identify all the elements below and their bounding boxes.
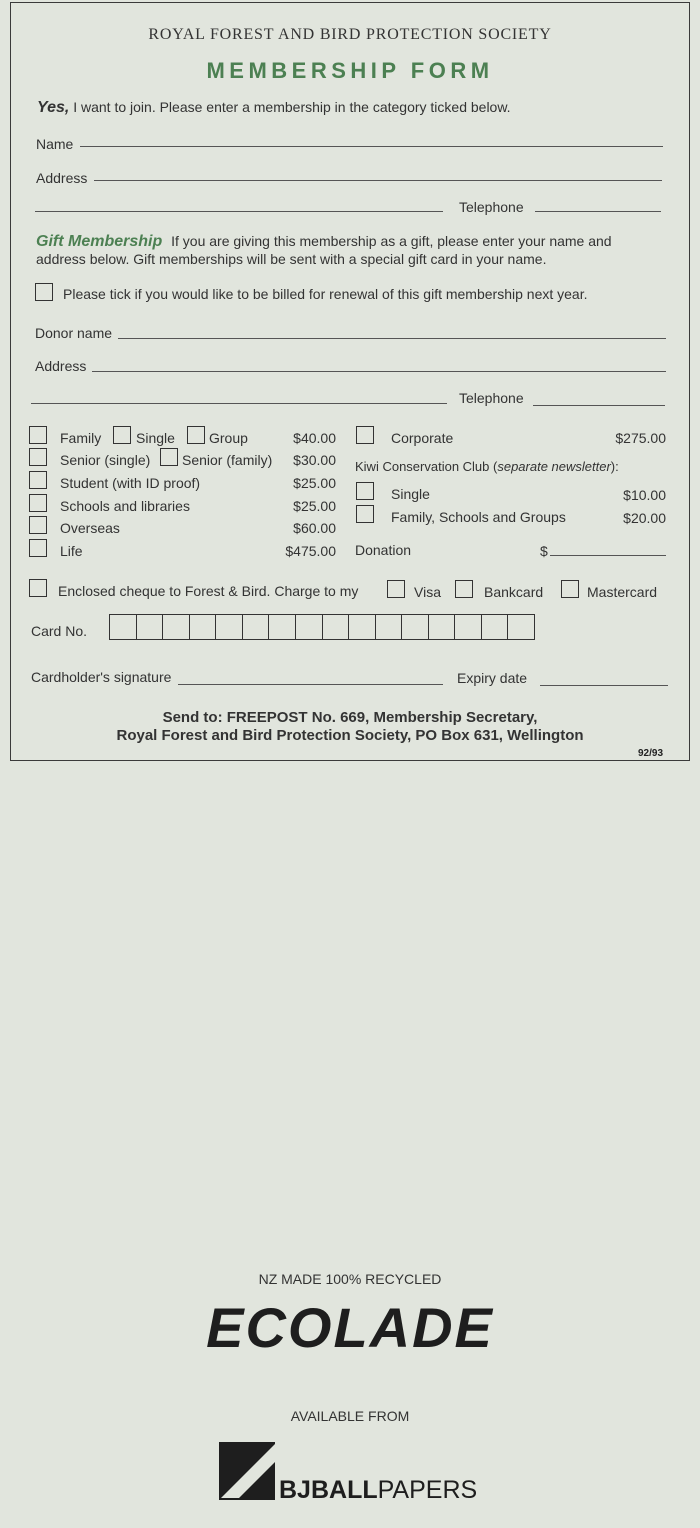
kiwi-single-checkbox[interactable] <box>356 482 374 500</box>
schools-label: Schools and libraries <box>60 498 190 514</box>
kiwi-single-label: Single <box>391 486 430 502</box>
schools-checkbox[interactable] <box>29 494 47 512</box>
organization-name: ROYAL FOREST AND BIRD PROTECTION SOCIETY <box>148 26 552 43</box>
kiwi-heading <box>355 459 619 474</box>
signature-field[interactable] <box>178 684 443 685</box>
donation-label: Donation <box>355 542 412 558</box>
gift-text-line1: If you are giving this membership as a gift, please enter your name and <box>171 233 612 249</box>
life-checkbox[interactable] <box>29 539 47 557</box>
recycled-text: NZ MADE 100% RECYCLED <box>258 1271 442 1287</box>
donor-address-label: Address <box>35 358 87 374</box>
address-label: Address <box>36 170 88 186</box>
ecolade-logo: ECOLADE <box>206 1296 494 1359</box>
schools-price: $25.00 <box>293 498 336 514</box>
signature-label: Cardholder's signature <box>31 669 172 685</box>
donor-telephone-label: Telephone <box>459 390 524 406</box>
donation-currency: $ <box>540 543 548 559</box>
card-digit-cell[interactable] <box>508 615 534 639</box>
send-to-line1: Send to: FREEPOST No. 669, Membership Secretary, <box>162 709 538 726</box>
student-checkbox[interactable] <box>29 471 47 489</box>
visa-checkbox[interactable] <box>387 580 405 598</box>
bankcard-label: Bankcard <box>484 584 544 600</box>
gift-renewal-label: Please tick if you would like to be billed for renewal of this gift membership next year. <box>63 286 588 302</box>
telephone-field[interactable] <box>535 211 661 212</box>
form-code: 92/93 <box>638 748 664 759</box>
donor-telephone-field[interactable] <box>533 405 665 406</box>
card-digit-cell[interactable] <box>455 615 482 639</box>
card-digit-cell[interactable] <box>429 615 456 639</box>
overseas-checkbox[interactable] <box>29 516 47 534</box>
senior-price: $30.00 <box>293 452 336 468</box>
kiwi-heading-italic: separate newsletter <box>497 459 611 474</box>
intro-yes: Yes, <box>37 99 70 116</box>
overseas-label: Overseas <box>60 520 120 536</box>
kiwi-heading-end: ): <box>610 459 619 474</box>
card-digit-cell[interactable] <box>482 615 509 639</box>
supplier-light: PAPERS <box>377 1476 478 1504</box>
life-price: $475.00 <box>285 543 336 559</box>
senior-single-label: Senior (single) <box>60 452 151 468</box>
available-from-text: AVAILABLE FROM <box>290 1408 410 1424</box>
name-field[interactable] <box>80 146 663 147</box>
card-digit-cell[interactable] <box>296 615 323 639</box>
card-digit-cell[interactable] <box>376 615 403 639</box>
senior-single-checkbox[interactable] <box>29 448 47 466</box>
intro-text: I want to join. Please enter a membership in the category ticked below. <box>73 99 511 115</box>
donor-address-line2-field[interactable] <box>31 403 447 404</box>
overseas-price: $60.00 <box>293 520 336 536</box>
card-digit-cell[interactable] <box>402 615 429 639</box>
cheque-label: Enclosed cheque to Forest & Bird. Charge to my <box>58 583 359 599</box>
kiwi-family-price: $20.00 <box>623 510 666 526</box>
gift-text-line2: address below. Gift memberships will be sent with a special gift card in your name. <box>36 251 547 267</box>
address-line2-field[interactable] <box>35 211 443 212</box>
family-checkbox[interactable] <box>29 426 47 444</box>
student-label: Student (with ID proof) <box>60 475 201 491</box>
card-digit-cell[interactable] <box>163 615 190 639</box>
gift-intro <box>36 233 612 251</box>
bj-ball-logo-icon <box>219 1442 275 1500</box>
kiwi-heading-text: Kiwi Conservation Club ( <box>355 459 498 474</box>
corporate-price: $275.00 <box>615 430 666 446</box>
card-digit-cell[interactable] <box>216 615 243 639</box>
single-label: Single <box>136 430 175 446</box>
donor-name-field[interactable] <box>118 338 666 339</box>
bankcard-checkbox[interactable] <box>455 580 473 598</box>
expiry-label: Expiry date <box>457 670 528 686</box>
card-number-field[interactable] <box>109 614 535 640</box>
cheque-checkbox[interactable] <box>29 579 47 597</box>
name-label: Name <box>36 136 74 152</box>
address-field[interactable] <box>94 180 662 181</box>
visa-label: Visa <box>414 584 441 600</box>
send-to-line2: Royal Forest and Bird Protection Society, PO Box 631, Wellington <box>116 727 584 744</box>
card-digit-cell[interactable] <box>190 615 217 639</box>
expiry-field[interactable] <box>540 685 668 686</box>
family-price: $40.00 <box>293 430 336 446</box>
corporate-label: Corporate <box>391 430 454 446</box>
senior-family-checkbox[interactable] <box>160 448 178 466</box>
card-number-label: Card No. <box>31 623 88 639</box>
family-label: Family <box>60 430 102 446</box>
life-label: Life <box>60 543 83 559</box>
corporate-checkbox[interactable] <box>356 426 374 444</box>
bj-ball-papers-logo <box>279 1476 477 1505</box>
card-digit-cell[interactable] <box>110 615 137 639</box>
gift-title: Gift Membership <box>36 233 163 250</box>
student-price: $25.00 <box>293 475 336 491</box>
kiwi-family-label: Family, Schools and Groups <box>391 509 566 525</box>
card-digit-cell[interactable] <box>349 615 376 639</box>
kiwi-family-checkbox[interactable] <box>356 505 374 523</box>
mastercard-label: Mastercard <box>587 584 658 600</box>
card-digit-cell[interactable] <box>243 615 270 639</box>
donation-field[interactable] <box>550 555 666 556</box>
gift-renewal-checkbox[interactable] <box>35 283 53 301</box>
group-checkbox[interactable] <box>187 426 205 444</box>
donor-name-label: Donor name <box>35 325 113 341</box>
mastercard-checkbox[interactable] <box>561 580 579 598</box>
supplier-bold: BJBALL <box>279 1476 378 1504</box>
intro <box>37 99 511 117</box>
single-checkbox[interactable] <box>113 426 131 444</box>
senior-family-label: Senior (family) <box>182 452 273 468</box>
donor-address-field[interactable] <box>92 371 666 372</box>
card-digit-cell[interactable] <box>323 615 350 639</box>
card-digit-cell[interactable] <box>269 615 296 639</box>
telephone-label: Telephone <box>459 199 524 215</box>
group-label: Group <box>209 430 248 446</box>
card-digit-cell[interactable] <box>137 615 164 639</box>
form-title: MEMBERSHIP FORM <box>206 58 494 83</box>
kiwi-single-price: $10.00 <box>623 487 666 503</box>
